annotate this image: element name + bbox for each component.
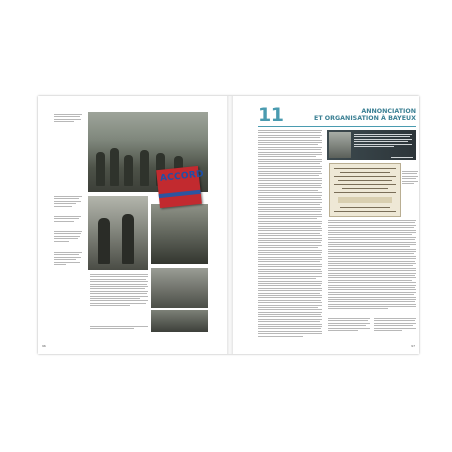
- footnotes-right: [374, 318, 416, 332]
- left-page: [38, 96, 228, 354]
- caption-bottom-left: [90, 326, 148, 331]
- photo-general-handshake: [88, 196, 148, 270]
- quote-portrait: [329, 132, 351, 158]
- chapter-title: [294, 108, 416, 123]
- footnotes-left: [328, 318, 370, 332]
- quote-author: [391, 157, 413, 159]
- right-page: [230, 96, 419, 354]
- quote-box: [327, 130, 416, 160]
- body-column-1: [258, 130, 322, 338]
- poster-image: [329, 163, 401, 217]
- photo-street: [151, 310, 208, 332]
- caption-mid-left: [54, 196, 82, 208]
- accord-poster: [156, 166, 205, 208]
- chapter-number: 11: [258, 104, 284, 126]
- caption-top-left: [54, 114, 82, 124]
- page-number-right: 97: [411, 344, 415, 348]
- chapter-title-line-2: ET ORGANISATION À BAYEUX: [314, 115, 416, 123]
- page-number-left: 96: [42, 344, 46, 348]
- caption-mid-left-2: [54, 216, 82, 223]
- book-spread: [38, 96, 419, 354]
- body-text-left-bottom: [90, 274, 148, 307]
- accord-label: ACCORD: [159, 169, 205, 184]
- chapter-title-line-1: ANNONCIATION: [361, 108, 416, 115]
- photo-convoy: [151, 268, 208, 308]
- quote-text: [354, 134, 412, 148]
- chapter-rule: [258, 126, 416, 127]
- body-column-2: [328, 220, 416, 311]
- photo-officers-group: [151, 204, 208, 264]
- caption-mid-left-4: [54, 252, 82, 266]
- caption-mid-left-3: [54, 231, 82, 243]
- poster-caption: [402, 171, 418, 185]
